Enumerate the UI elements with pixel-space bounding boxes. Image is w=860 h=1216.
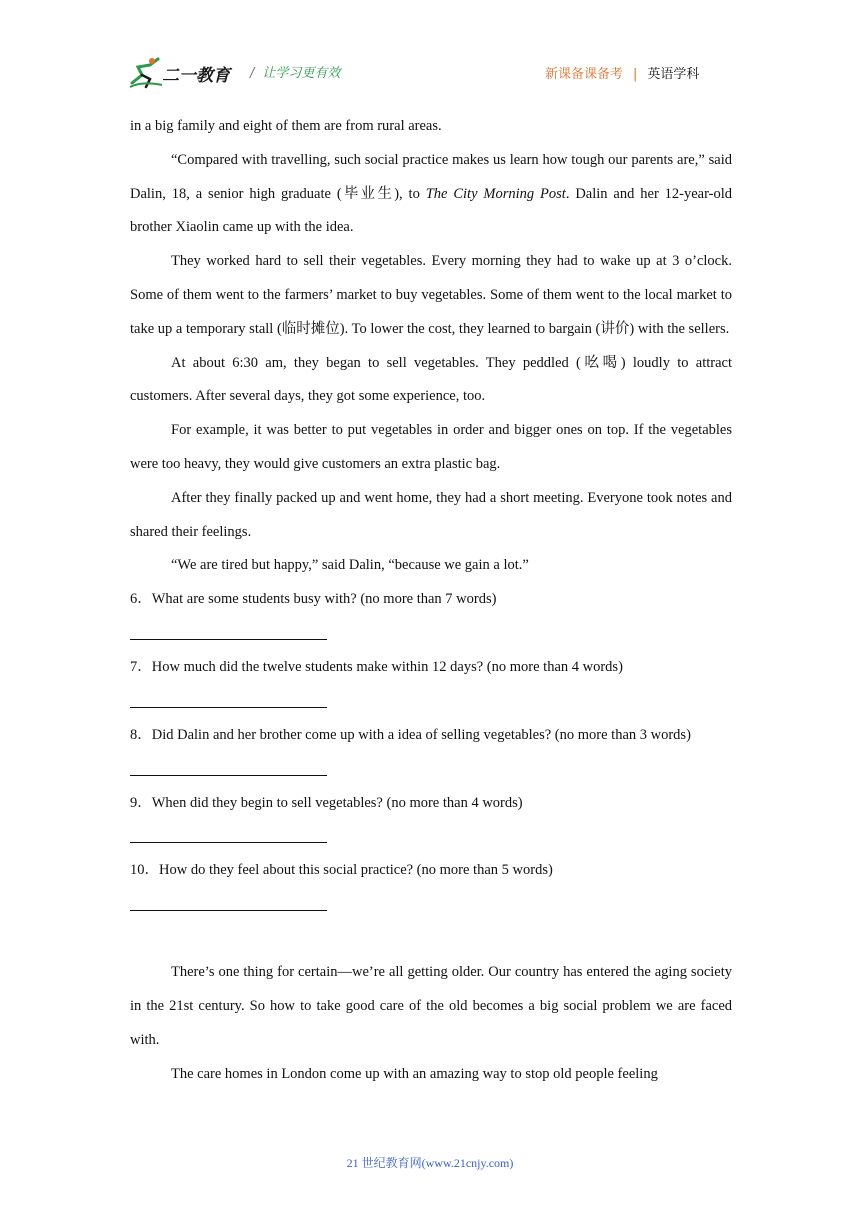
paragraph-text: . Dalin and her 12-year-old brother Xiaolin came up with the idea. xyxy=(130,185,733,236)
question-9: 9．When did they begin to sell vegetables? (no more than 4 words) xyxy=(130,794,523,811)
newspaper-title: The City Morning Post xyxy=(425,185,566,202)
document-body xyxy=(130,110,732,1091)
question-7: 7．How much did the twelve students make within 12 days? (no more than 4 words) xyxy=(130,658,623,675)
page-footer: 21 世纪教育网(www.21cnjy.com) xyxy=(346,1156,514,1170)
section-gap xyxy=(130,922,732,956)
paragraph: They worked hard to sell their vegetables. Every morning they had to wake up at 3 o’clock. Some of them went to the farmers’ market to buy vegetables. Some of them went to the local market to take up a temporary stall (临时摊位). To lower the cost, they learned to bargain (讲价) with the sellers. xyxy=(130,253,732,337)
question-6: 6．What are some students busy with? (no more than 7 words) xyxy=(130,591,497,608)
header-subject xyxy=(545,63,699,82)
question-8: 8．Did Dalin and her brother come up with a idea of selling vegetables? (no more than 3 words) xyxy=(130,726,691,743)
paragraph: For example, it was better to put vegetables in order and bigger ones on top. If the vegetables were too heavy, they would give customers an extra plastic bag. xyxy=(130,422,732,472)
paragraph: “We are tired but happy,” said Dalin, “because we gain a lot.” xyxy=(171,557,529,574)
slogan-slash: / xyxy=(250,66,255,81)
slogan-text: 让学习更有效 xyxy=(262,66,341,81)
header-course-label: 新课备课备考 xyxy=(545,67,624,82)
runner-logo-icon xyxy=(128,57,164,89)
paragraph-text: “Compared with travelling, such social practice makes us learn how tough our parents are,” said Dalin, 18, a senior high graduate (毕业生), to xyxy=(130,151,732,202)
paragraph: There’s one thing for certain—we’re all getting older. Our country has entered the aging society in the 21st century. So how to take good care of the old becomes a big social problem we are faced with. xyxy=(130,964,732,1048)
paragraph: in a big family and eight of them are from rural areas. xyxy=(130,118,442,134)
answer-line-10[interactable] xyxy=(130,888,732,922)
header-subject-label: 英语学科 xyxy=(647,67,700,82)
answer-line-7[interactable] xyxy=(130,685,732,719)
paragraph: The care homes in London come up with an amazing way to stop old people feeling xyxy=(171,1065,658,1082)
paragraph: At about 6:30 am, they began to sell vegetables. They peddled (吆喝) loudly to attract customers. After several days, they got some experience, too. xyxy=(130,354,732,405)
answer-line-8[interactable] xyxy=(130,753,732,787)
answer-line-6[interactable] xyxy=(130,617,732,651)
answer-line-9[interactable] xyxy=(130,820,732,854)
paragraph xyxy=(130,144,732,245)
slogan xyxy=(250,62,340,81)
paragraph: After they finally packed up and went home, they had a short meeting. Everyone took notes and shared their feelings. xyxy=(130,489,732,540)
header-separator: | xyxy=(633,67,638,82)
logo-text: 二一教育 xyxy=(162,66,230,86)
page-header xyxy=(0,0,860,100)
question-10: 10．How do they feel about this social practice? (no more than 5 words) xyxy=(130,862,553,879)
logo xyxy=(128,55,248,91)
